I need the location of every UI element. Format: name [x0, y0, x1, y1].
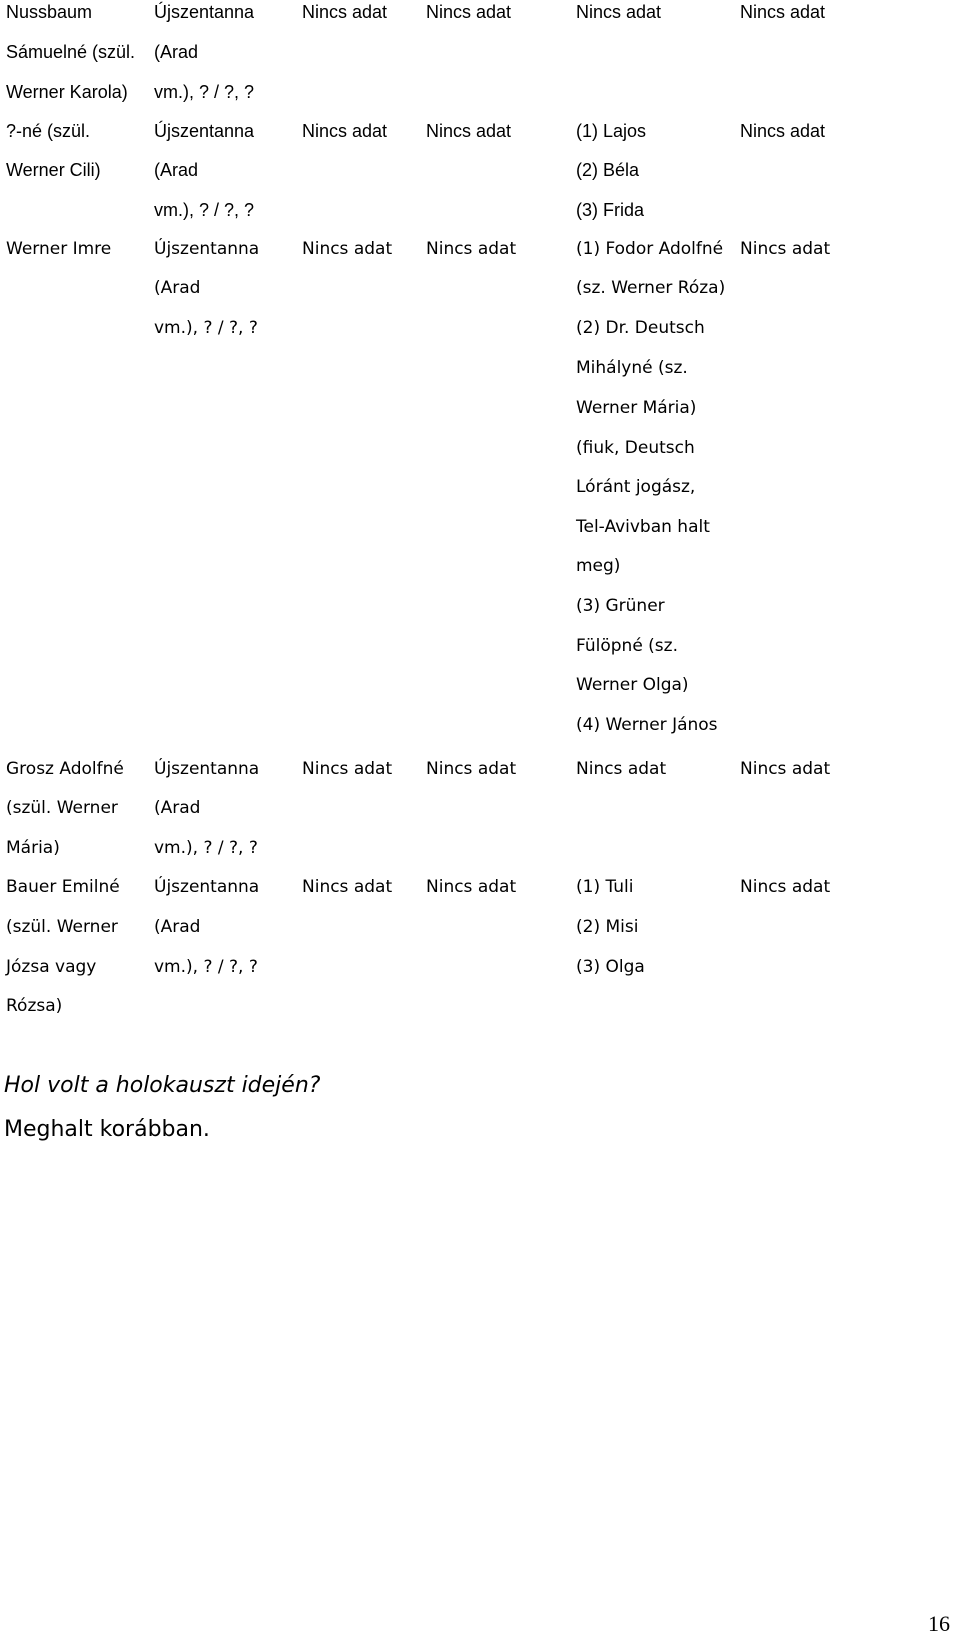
place-cell: (Arad [154, 798, 201, 818]
table-row [0, 796, 960, 836]
name-cell: (szül. Werner [6, 917, 118, 937]
table-row [0, 40, 960, 80]
table-row [0, 198, 960, 238]
table-row [0, 237, 960, 277]
table-row [0, 554, 960, 594]
data-cell: Nincs adat [302, 121, 388, 141]
table-row [0, 396, 960, 436]
data-cell: Nincs adat [302, 877, 393, 897]
place-cell: Újszentanna [154, 121, 255, 141]
place-cell: Újszentanna [154, 759, 260, 779]
children-cell: (3) Olga [576, 957, 645, 977]
name-cell: Józsa vagy [6, 957, 97, 977]
data-cell: Nincs adat [740, 877, 831, 897]
data-cell: Nincs adat [426, 877, 517, 897]
data-cell: Nincs adat [426, 239, 517, 259]
table-row [0, 515, 960, 555]
name-cell: ?-né (szül. [6, 121, 91, 141]
place-cell: vm.), ? / ?, ? [154, 200, 255, 220]
table-row [0, 80, 960, 120]
table-row [0, 436, 960, 476]
name-cell: Werner Karola) [6, 82, 128, 102]
place-cell: (Arad [154, 278, 201, 298]
place-cell: Újszentanna [154, 239, 260, 259]
data-cell: Nincs adat [576, 759, 667, 779]
data-cell: Nincs adat [426, 2, 512, 22]
data-cell: Nincs adat [740, 2, 826, 22]
table-row [0, 915, 960, 955]
place-cell: (Arad [154, 42, 199, 62]
children-cell: (2) Dr. Deutsch [576, 318, 705, 338]
question-heading: Hol volt a holokauszt idején? [4, 1073, 321, 1098]
place-cell: vm.), ? / ?, ? [154, 82, 255, 102]
name-cell: Bauer Emilné [6, 877, 120, 897]
table-row [0, 316, 960, 356]
data-cell: Nincs adat [740, 121, 826, 141]
page-number: 16 [928, 1611, 950, 1636]
children-cell: Fülöpné (sz. [576, 636, 678, 656]
name-cell: Sámuelné (szül. [6, 42, 136, 62]
children-cell: Nincs adat [576, 2, 662, 22]
data-cell: Nincs adat [426, 121, 512, 141]
table-row [0, 875, 960, 915]
table-row [0, 994, 960, 1034]
place-cell: (Arad [154, 917, 201, 937]
children-cell: Mihályné (sz. [576, 358, 688, 378]
children-cell: Werner Olga) [576, 675, 689, 695]
name-cell: Nussbaum [6, 2, 93, 22]
children-cell: (1) Lajos [576, 121, 647, 141]
children-cell: (3) Frida [576, 200, 645, 220]
children-cell: Werner Mária) [576, 398, 697, 418]
table-row [0, 836, 960, 876]
table-row [0, 673, 960, 713]
table-row [0, 0, 960, 40]
place-cell: vm.), ? / ?, ? [154, 957, 258, 977]
place-cell: vm.), ? / ?, ? [154, 838, 258, 858]
table-row [0, 713, 960, 753]
answer-text: Meghalt korábban. [4, 1117, 210, 1142]
place-cell: (Arad [154, 160, 199, 180]
table-row [0, 475, 960, 515]
place-cell: Újszentanna [154, 2, 255, 22]
table-row [0, 757, 960, 797]
table-row [0, 119, 960, 159]
data-cell: Nincs adat [426, 759, 517, 779]
children-cell: (sz. Werner Róza) [576, 278, 726, 298]
children-cell: Lóránt jogász, [576, 477, 696, 497]
children-cell: (fiuk, Deutsch [576, 438, 695, 458]
name-cell: Rózsa) [6, 996, 63, 1016]
data-cell: Nincs adat [740, 239, 831, 259]
name-cell: (szül. Werner [6, 798, 118, 818]
table-row [0, 955, 960, 995]
children-cell: Tel-Avivban halt [576, 517, 710, 537]
place-cell: vm.), ? / ?, ? [154, 318, 258, 338]
name-cell: Werner Cili) [6, 160, 101, 180]
table-row [0, 634, 960, 674]
data-cell: Nincs adat [302, 239, 393, 259]
data-cell: Nincs adat [302, 759, 393, 779]
name-cell: Mária) [6, 838, 60, 858]
data-cell: Nincs adat [302, 2, 388, 22]
table-row [0, 158, 960, 198]
name-cell: Grosz Adolfné [6, 759, 124, 779]
children-cell: (1) Tuli [576, 877, 634, 897]
children-cell: meg) [576, 556, 621, 576]
children-cell: (3) Grüner [576, 596, 665, 616]
table-row [0, 356, 960, 396]
place-cell: Újszentanna [154, 877, 260, 897]
name-cell: Werner Imre [6, 239, 112, 259]
children-cell: (2) Béla [576, 160, 640, 180]
children-cell: (4) Werner János [576, 715, 718, 735]
data-cell: Nincs adat [740, 759, 831, 779]
children-cell: (2) Misi [576, 917, 639, 937]
children-cell: (1) Fodor Adolfné [576, 239, 724, 259]
table-row [0, 594, 960, 634]
table-row [0, 276, 960, 316]
